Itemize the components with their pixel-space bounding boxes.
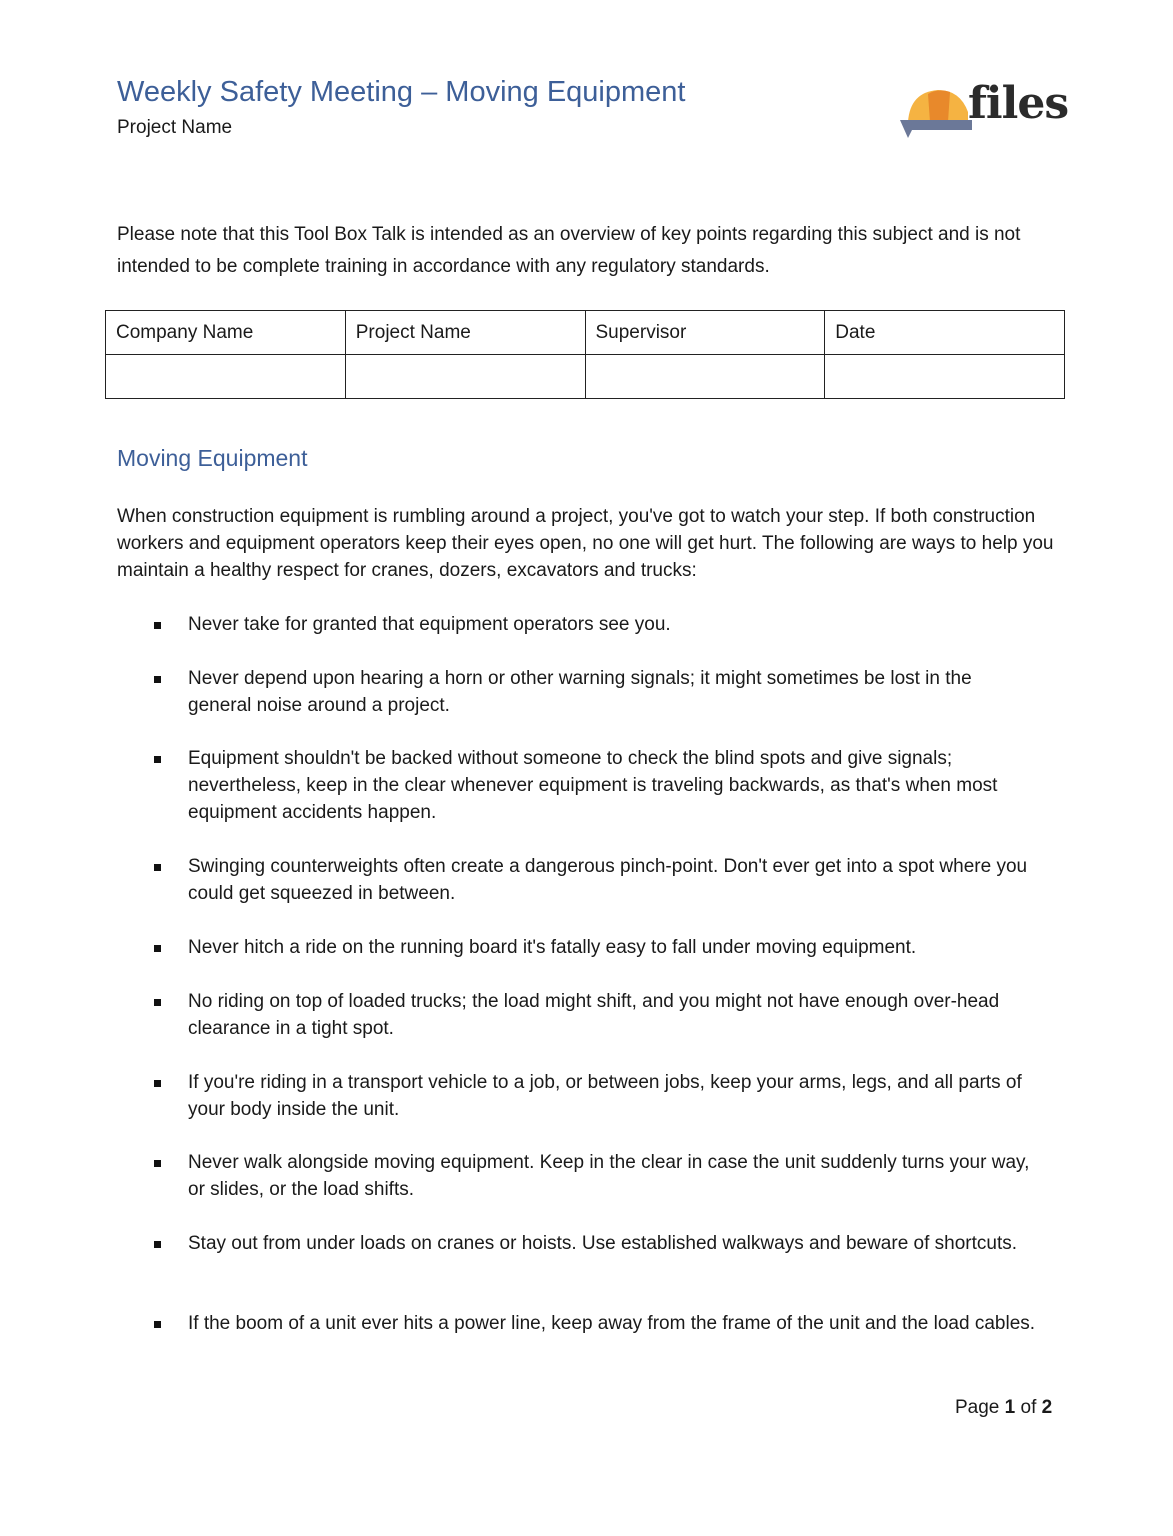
- bullet-icon: [154, 622, 161, 629]
- list-item: No riding on top of loaded trucks; the load might shift, and you might not have enough over-head clearance in a tight spot.: [188, 988, 1038, 1042]
- list-item: Never hitch a ride on the running board it's fatally easy to fall under moving equipment.: [188, 934, 1038, 961]
- list-item: Swinging counterweights often create a dangerous pinch-point. Don't ever get into a spot where you could get squeezed in between.: [188, 853, 1038, 907]
- list-item: If the boom of a unit ever hits a power line, keep away from the frame of the unit and the load cables.: [188, 1310, 1038, 1337]
- section-heading: Moving Equipment: [117, 445, 308, 471]
- list-item: Never walk alongside moving equipment. Keep in the clear in case the unit suddenly turns your way, or slides, or the load shifts.: [188, 1149, 1038, 1203]
- intro-disclaimer: Please note that this Tool Box Talk is intended as an overview of key points regarding this subject and is not intended to be complete training in accordance with any regulatory standards.: [117, 224, 1021, 277]
- list-item: If you're riding in a transport vehicle to a job, or between jobs, keep your arms, legs, and all parts of your body inside the unit.: [188, 1069, 1038, 1123]
- bullet-icon: [154, 756, 161, 763]
- section-paragraph: When construction equipment is rumbling around a project, you've got to watch your step. If both construction workers and equipment operators keep their eyes open, no one will get hurt. The following are ways to help you maintain a healthy respect for cranes, dozers, excavators and trucks:: [117, 506, 1054, 581]
- page-title: Weekly Safety Meeting – Moving Equipment: [117, 76, 686, 108]
- bullet-icon: [154, 676, 161, 683]
- list-item: Stay out from under loads on cranes or hoists. Use established walkways and beware of shortcuts.: [188, 1230, 1038, 1257]
- list-item: Never depend upon hearing a horn or other warning signals; it might sometimes be lost in the general noise around a project.: [188, 665, 1038, 719]
- bullet-icon: [154, 945, 161, 952]
- bullet-icon: [154, 1160, 161, 1167]
- company-name-header: Company Name: [106, 311, 346, 355]
- bullet-icon: [154, 1321, 161, 1328]
- bullet-icon: [154, 999, 161, 1006]
- list-item: Never take for granted that equipment operators see you.: [188, 611, 1038, 638]
- logo-text: files: [968, 78, 1069, 129]
- date-header: Date: [825, 311, 1065, 355]
- page-number: Page 1 of 2: [955, 1397, 1053, 1418]
- bullet-icon: [154, 1080, 161, 1087]
- list-item: Equipment shouldn't be backed without someone to check the blind spots and give signals; nevertheless, keep in the clear whenever equipment is traveling backwards, as that's when most equipment accidents happen.: [188, 745, 1038, 826]
- project-name-header: Project Name: [345, 311, 585, 355]
- bullet-icon: [154, 864, 161, 871]
- project-name-subtitle: Project Name: [117, 117, 233, 138]
- supervisor-header: Supervisor: [585, 311, 825, 355]
- bullet-icon: [154, 1241, 161, 1248]
